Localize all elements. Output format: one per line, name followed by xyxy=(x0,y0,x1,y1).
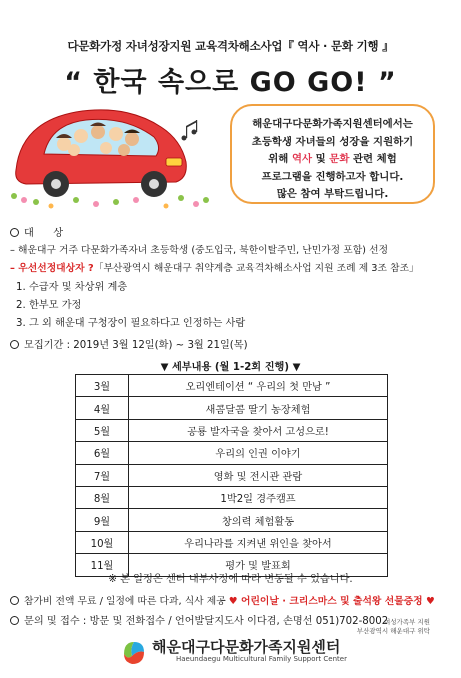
table-row xyxy=(76,464,388,486)
month-cell: 6월 xyxy=(76,442,129,464)
priority-label: – 우선선정대상자 ? xyxy=(10,263,94,274)
circle-bullet-icon xyxy=(10,596,19,605)
month-cell: 10월 xyxy=(76,531,129,553)
poster-subtitle: 다문화가정 자녀성장지원 교육격차해소사업『 역사 · 문화 기행 』 xyxy=(67,39,394,53)
content-cell: 오리엔테이션 “ 우리의 첫 만남 ” xyxy=(129,375,388,397)
intro-line-5: 많은 참여 부탁드립니다. xyxy=(276,188,389,200)
content-cell: 창의력 체험활동 xyxy=(129,509,388,531)
gift-highlight: ♥ 어린이날 · 크리스마스 및 출석왕 선물증정 ♥ xyxy=(228,596,435,607)
schedule-notice: ※ 본 일정은 센터 내부사정에 따라 변동될 수 있습니다. xyxy=(108,574,353,585)
target-item-3: 3. 그 외 해운대 구청장이 필요하다고 인정하는 사람 xyxy=(16,318,246,329)
table-row xyxy=(76,375,388,397)
table-row xyxy=(76,442,388,464)
content-cell: 평가 및 발표회 xyxy=(129,554,388,576)
org-logo-icon xyxy=(120,638,148,666)
intro-box xyxy=(230,104,435,204)
circle-bullet-icon xyxy=(10,616,19,625)
intro-line-1: 해운대구다문화가족지원센터에서는 xyxy=(252,118,413,130)
table-row xyxy=(76,531,388,553)
org-name: 해운대구다문화가족지원센터 xyxy=(152,638,341,656)
month-cell: 3월 xyxy=(76,375,129,397)
month-cell: 8월 xyxy=(76,486,129,508)
month-cell: 7월 xyxy=(76,464,129,486)
table-row xyxy=(76,419,388,441)
fee-text: 참가비 전액 무료 / 일정에 따른 다과, 식사 제공 xyxy=(24,596,229,607)
priority-text: 「부산광역시 해운대구 취약계층 교육격차해소사업 지원 조례 제 3조 참조」 xyxy=(93,263,419,274)
content-cell: 1박2일 경주캠프 xyxy=(129,486,388,508)
org-name-english: Haeundaegu Multicultural Family Support Center xyxy=(176,655,347,663)
table-row xyxy=(76,486,388,508)
month-cell: 11월 xyxy=(76,554,129,576)
target-item-1: 1. 수급자 및 차상위 계층 xyxy=(16,282,128,293)
intro-line-3-post: 관련 체험 xyxy=(349,153,397,165)
intro-line-3 xyxy=(238,151,427,169)
schedule-table xyxy=(75,374,388,577)
target-line-1: – 해운대구 거주 다문화가족자녀 초등학생 (중도입국, 북한이탈주민, 난민가정 포함) 선정 xyxy=(10,245,389,256)
content-cell: 우리나라를 지켜낸 위인을 찾아서 xyxy=(129,531,388,553)
musical-notes-icon xyxy=(182,120,198,141)
month-cell: 5월 xyxy=(76,419,129,441)
sponsor-line-2: 부산광역시 해운대구 위탁 xyxy=(356,627,430,635)
org-sponsors xyxy=(270,618,430,636)
recruit-period: 모집기간 : 2019년 3월 12일(화) ~ 3월 21일(목) xyxy=(10,336,248,351)
content-cell: 우리의 인권 이야기 xyxy=(129,442,388,464)
table-row xyxy=(76,397,388,419)
intro-line-3-pre: 위해 xyxy=(268,153,292,165)
content-cell: 영화 및 전시관 관람 xyxy=(129,464,388,486)
circle-bullet-icon xyxy=(10,340,19,349)
highlight-culture: 문화 xyxy=(329,153,350,165)
circle-bullet-icon xyxy=(10,228,19,237)
contact-text: 문의 및 접수 : 방문 및 전화접수 / 언어발달지도사 이다겸, 손명선 051)702-8002 xyxy=(24,616,389,627)
target-heading: 대 상 xyxy=(10,224,63,239)
content-cell: 공룡 발자국을 찾아서 고성으로! xyxy=(129,419,388,441)
month-cell: 4월 xyxy=(76,397,129,419)
intro-line-4: 프로그램을 진행하고자 합니다. xyxy=(261,170,404,183)
car-illustration xyxy=(6,92,221,212)
intro-line-3-mid: 및 xyxy=(312,153,330,165)
intro-line-2: 초등학생 자녀들의 성장을 지원하기 xyxy=(251,135,414,148)
fee-line xyxy=(10,593,435,607)
month-cell: 9월 xyxy=(76,509,129,531)
target-item-2: 2. 한부모 가정 xyxy=(16,300,82,311)
table-row xyxy=(76,509,388,531)
content-cell: 새콤달콤 딸기 농장체험 xyxy=(129,397,388,419)
poster-title: “ 한국 속으로 GO GO! ” xyxy=(64,67,397,98)
priority-line xyxy=(10,260,419,274)
sponsor-line-1: 여성가족부 지원 xyxy=(383,618,430,626)
highlight-history: 역사 xyxy=(291,153,313,165)
schedule-heading: ▼ 세부내용 (월 1-2회 진행) ▼ xyxy=(160,362,301,373)
